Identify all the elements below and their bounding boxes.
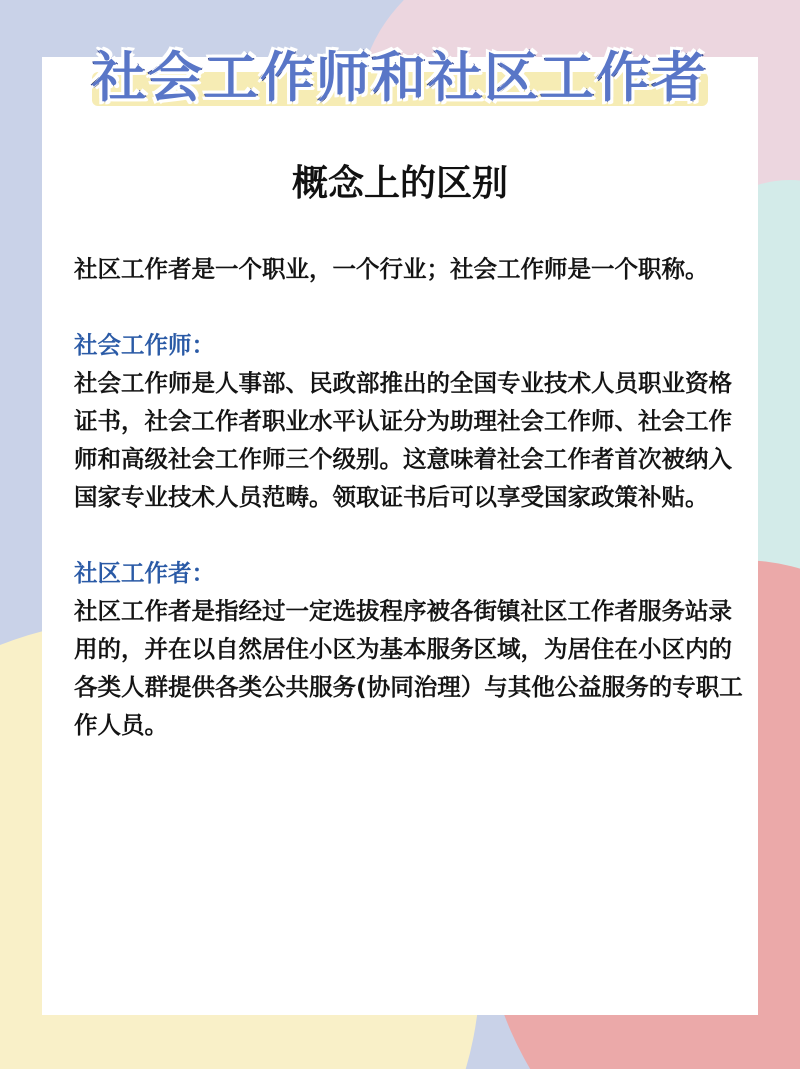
article-body <box>74 250 750 782</box>
section-social-worker <box>74 326 750 516</box>
section-heading: 社区工作者： <box>74 559 215 587</box>
section-body: 社会工作师是人事部、民政部推出的全国专业技术人员职业资格证书，社会工作者职业水平认证分为助理社会工作师、社会工作师和高级社会工作师三个级别。这意味着社会工作者首次被纳入国家专业技术人员范畴。领取证书后可以享受国家政策补贴。 <box>74 369 732 511</box>
page-title: 社会工作师和社区工作者 <box>92 46 708 109</box>
section-subtitle: 概念上的区别 <box>291 163 508 204</box>
section-community-worker <box>74 554 750 744</box>
section-heading: 社会工作师： <box>74 331 215 359</box>
title-banner <box>0 38 800 128</box>
intro-paragraph: 社区工作者是一个职业，一个行业；社会工作师是一个职称。 <box>74 255 709 283</box>
section-body: 社区工作者是指经过一定选拔程序被各街镇社区工作者服务站录用的，并在以自然居住小区为基本服务区域，为居住在小区内的各类人群提供各类公共服务(协同治理）与其他公益服务的专职工作人员。 <box>74 597 743 739</box>
